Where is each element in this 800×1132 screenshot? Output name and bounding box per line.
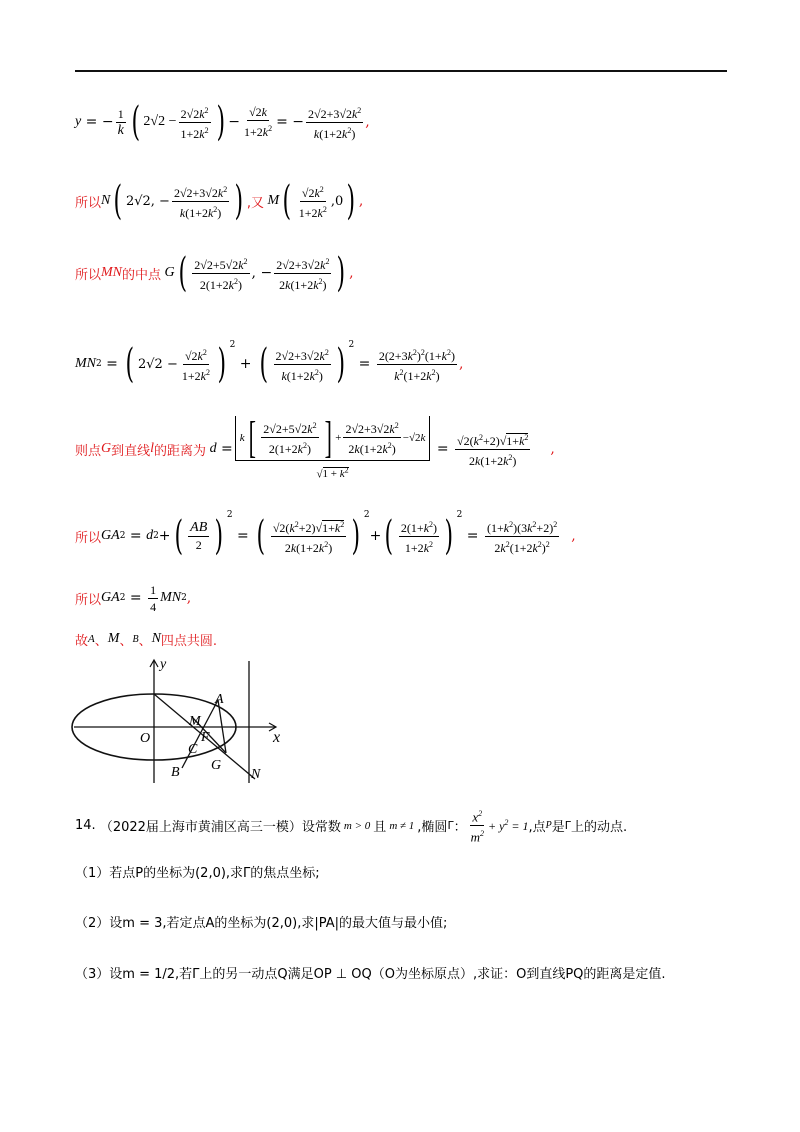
- equation-n-m: 所以 N ( 2√2, − $\frac{2√2+3√2k^2}{k(1+2k^2)}$ ) ,又 M ( $\frac{√2k^2}{1+2k^2}$ ,0 ) ,: [75, 178, 364, 224]
- question-3: （3）设m = 1/2,若Γ上的另一动点Q满足OP ⊥ OQ（O为坐标原点）,求证：O到直线PQ的距离是定值.: [75, 967, 666, 982]
- n-label: N: [151, 631, 161, 646]
- sep: 、: [94, 633, 108, 649]
- label-m: M: [189, 714, 201, 729]
- label-y: y: [160, 657, 167, 672]
- equation-y: y = − $\frac{1}{k}$ ( 2√2 − $\frac{2√2k^2}{1+2k^2}$ ) − $\frac{√2k}{1+2k^2}$ = − $\frac{2√2+3√2k^2}{k(1+2k^2)}$ ,: [75, 99, 370, 145]
- text-is: 是: [551, 820, 565, 836]
- text-moving-point: 上的动点.: [570, 820, 628, 836]
- problem-stem: 14. （2022届上海市黄浦区高三一模）设常数 m > 0 且 m ≠ 1 ,椭圆 Γ ： $\frac{x^2}{m^2}$ + $y^2 = 1$ ,点 P 是 Γ 上的动点.: [75, 806, 627, 846]
- comma: ,: [459, 356, 464, 372]
- conclusion: [75, 628, 217, 650]
- text-prefix: 所以: [75, 195, 102, 211]
- comma: ,: [349, 265, 354, 281]
- text-mid2: 的距离为: [154, 443, 207, 459]
- text-mid: ,又: [246, 195, 264, 211]
- comma: ,: [365, 114, 370, 130]
- text-point: ,点: [528, 820, 546, 836]
- p-symbol: P: [545, 820, 552, 832]
- label-a: A: [215, 692, 224, 707]
- colon: ：: [453, 820, 467, 836]
- text-prefix: 所以: [75, 530, 102, 546]
- midpoint-g: 所以 MN 的中点 G ( $\frac{2√2+5√2k^2}{2(1+2k^2)}$ , − $\frac{2√2+3√2k^2}{2k(1+2k^2)}$ ) ,: [75, 250, 354, 296]
- label-n: N: [251, 767, 261, 782]
- problem-number: 14.: [75, 818, 96, 834]
- problem-source: （2022届上海市黄浦区高三一模）设常数: [99, 820, 341, 836]
- cond-m-not-one: m ≠ 1: [389, 819, 415, 832]
- label-g: G: [211, 758, 222, 773]
- a-label: A: [88, 633, 95, 645]
- g-label: G: [101, 441, 112, 456]
- m-label: M: [107, 631, 120, 646]
- comma: ,: [571, 528, 576, 544]
- label-f: F: [201, 730, 210, 745]
- text-prefix: 故: [75, 633, 89, 649]
- text-prefix: 则点: [75, 443, 102, 459]
- comma: ,: [186, 590, 192, 606]
- mn-label: MN: [101, 265, 123, 280]
- label-o: O: [140, 731, 151, 746]
- text-prefix: 所以: [75, 267, 102, 283]
- ellipse-figure: [68, 655, 298, 785]
- text-ellipse: ,椭圆: [417, 820, 448, 836]
- text-prefix: 所以: [75, 592, 102, 608]
- sep: 、: [119, 633, 133, 649]
- text-suffix: 四点共圆.: [160, 633, 218, 649]
- question-1: （1）若点P的坐标为(2,0),求Γ的焦点坐标;: [75, 866, 320, 881]
- label-x: x: [273, 729, 281, 746]
- comma: ,: [550, 441, 555, 457]
- cond-m-positive: m > 0: [343, 819, 371, 832]
- distance-d: 则点 G 到直线 l 的距离为 d = k [ $\frac{2√2+5√2k^2}{2(1+2k^2)}$ ] + $\frac{2√2+3√2k^2}{2k(1+2k^2)}$ −√2 k $√1 + k^2$ = $\frac{√2(k^2+2)√1+k^2}{2k(1+2k^2)}$ ,: [75, 412, 555, 481]
- question-2: （2）设m = 3,若定点A的坐标为(2,0),求|PA|的最大值与最小值;: [75, 916, 448, 931]
- comma: ,: [358, 193, 364, 209]
- text-and: 且: [373, 820, 387, 836]
- l-label: l: [150, 441, 155, 456]
- label-c: C: [188, 742, 198, 757]
- label-b: B: [171, 765, 180, 780]
- gamma-symbol: Γ: [447, 819, 454, 833]
- sep: 、: [138, 633, 152, 649]
- equation-mn2: MN 2 = ( 2√2 − $\frac{√2k^2}{1+2k^2}$ ) $^2$ + ( $\frac{2√2+3√2k^2}{k(1+2k^2)}$ ) $^2$ = $\frac{2(2+3k^2)^2(1+k^2)}{k^2(1+2k^2)}$ ,: [75, 340, 464, 387]
- header-rule: [75, 70, 727, 72]
- text-mid1: 到直线: [111, 443, 151, 459]
- equation-ga2: 所以 GA 2 = d 2 + ( $\frac{AB}{2}$ ) $^2$ = ( $\frac{√2(k^2+2)√1+k^2}{2k(1+2k^2)}$ ) $^2$ + ( $\frac{2(1+k^2)}{1+2k^2}$ ) $^2$ = $\frac{(1+k^2)(3k^2+2)^2}{2k^2(1+2k^2)^2}$ ,: [75, 510, 576, 559]
- text-mid: 的中点: [122, 267, 162, 283]
- b-label: B: [132, 633, 139, 645]
- equation-ga2-mn2: 所以 GA 2 = $\frac{1}{4}$ MN 2 ,: [75, 582, 192, 614]
